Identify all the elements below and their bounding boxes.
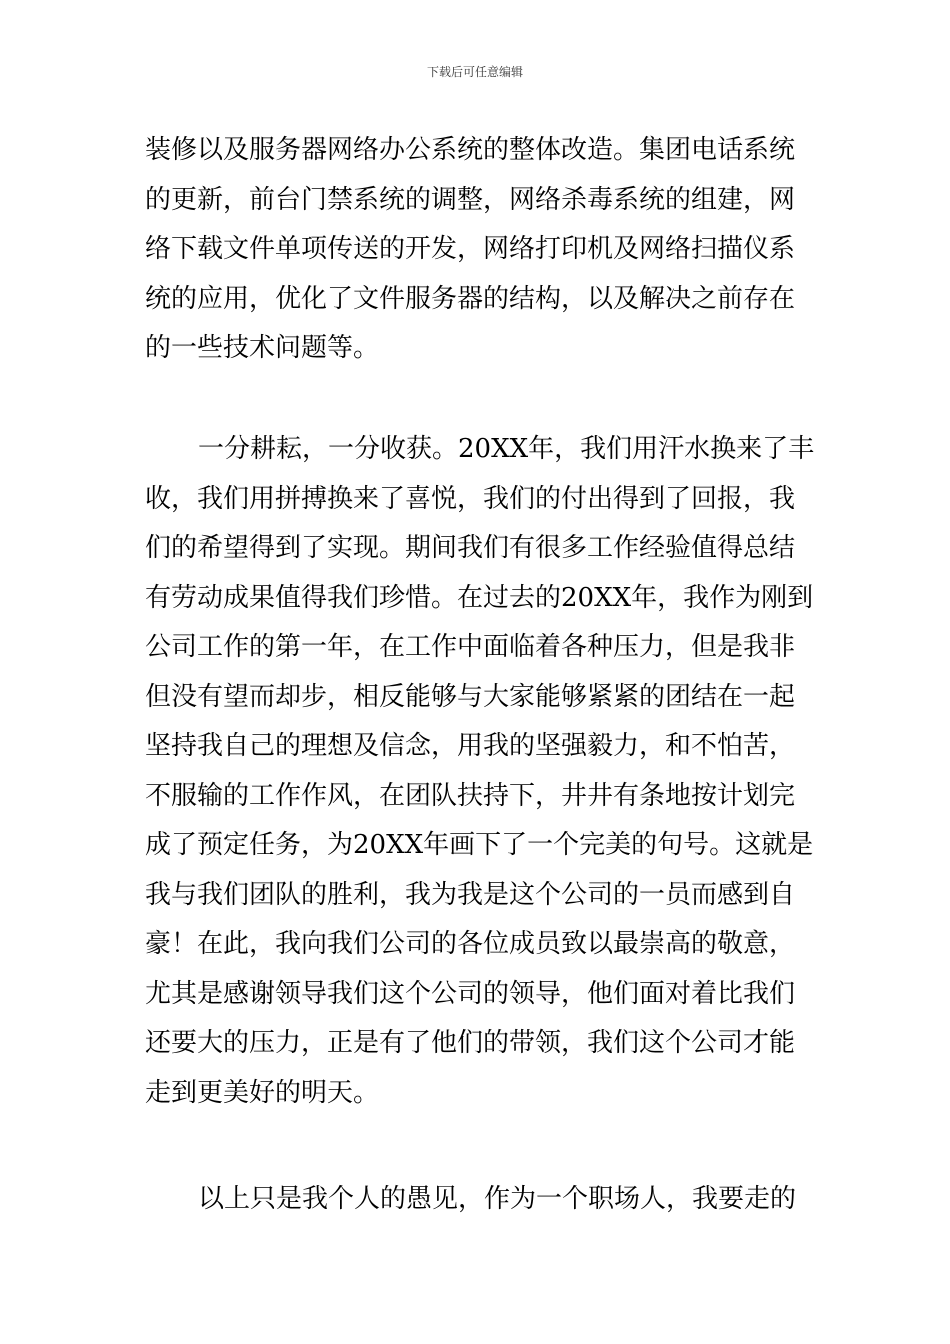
text-line: 络下载文件单项传送的开发，网络打印机及网络扫描仪系 [145, 234, 796, 264]
text-line: 但没有望而却步，相反能够与大家能够紧紧的团结在一起 [145, 681, 796, 712]
text-line: 还要大的压力，正是有了他们的带领，我们这个公司才能 [145, 1028, 796, 1058]
text-line: 成了预定任务，为20XX年画下了一个完美的句号。这就是 [145, 830, 814, 860]
text-line: 不服输的工作作风，在团队扶持下，井井有条地按计划完 [145, 780, 796, 811]
text-line: 装修以及服务器网络办公系统的整体改造。集团电话系统 [145, 135, 796, 165]
text-line: 以上只是我个人的愚见，作为一个职场人，我要走的 [198, 1184, 797, 1214]
text-line: 尤其是感谢领导我们这个公司的领导，他们面对着比我们 [145, 978, 796, 1009]
text-line: 的一些技术问题等。 [145, 333, 380, 363]
text-line: 豪！在此，我向我们公司的各位成员致以最崇高的敬意， [145, 929, 796, 959]
text-line: 一分耕耘，一分收获。20XX年，我们用汗水换来了丰 [198, 434, 815, 464]
paragraph-2 [145, 425, 815, 1118]
paragraph-3 [145, 1175, 810, 1225]
text-line: 走到更美好的明天。 [145, 1077, 380, 1108]
page-header: 下载后可任意编辑 [426, 65, 523, 79]
text-line: 们的希望得到了实现。期间我们有很多工作经验值得总结 [145, 533, 796, 563]
text-line: 公司工作的第一年，在工作中面临着各种压力，但是我非 [145, 632, 796, 662]
text-line: 坚持我自己的理想及信念，用我的坚强毅力，和不怕苦， [145, 731, 796, 761]
paragraph-1 [145, 126, 810, 374]
text-line: 的更新，前台门禁系统的调整，网络杀毒系统的组建，网 [145, 184, 796, 215]
text-line: 有劳动成果值得我们珍惜。在过去的20XX年，我作为刚到 [145, 582, 814, 613]
text-line: 我与我们团队的胜利，我为我是这个公司的一员而感到自 [145, 879, 796, 910]
text-line: 收，我们用拼搏换来了喜悦，我们的付出得到了回报，我 [145, 483, 796, 514]
text-line: 统的应用，优化了文件服务器的结构，以及解决之前存在 [145, 283, 796, 314]
